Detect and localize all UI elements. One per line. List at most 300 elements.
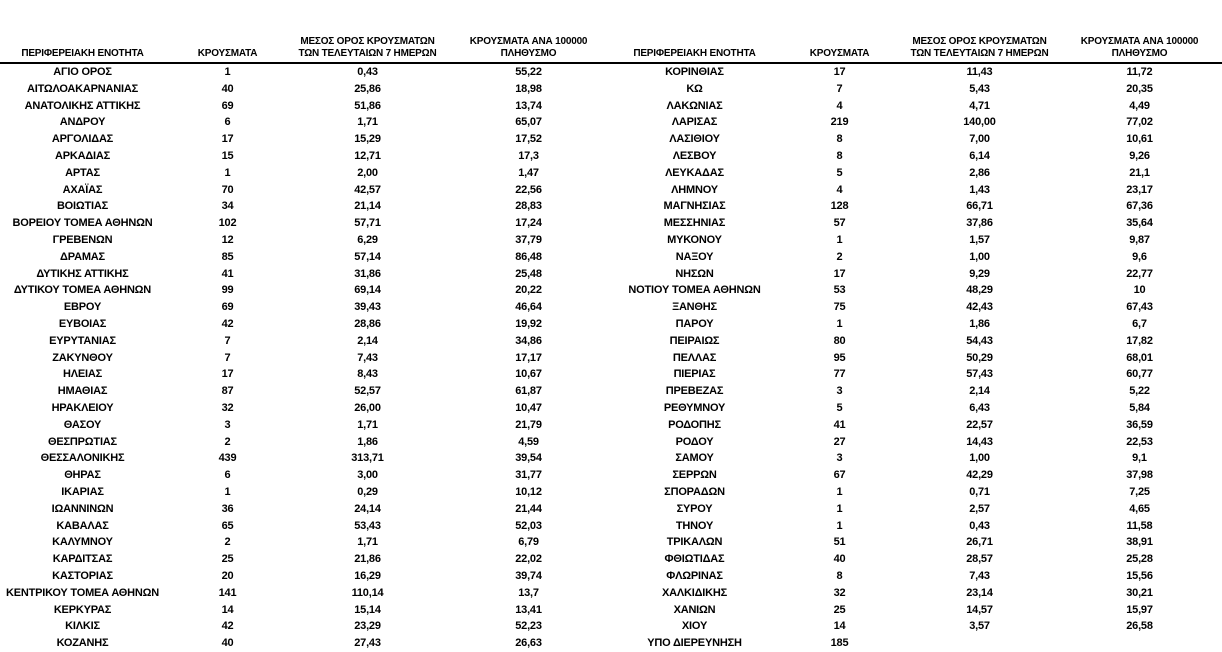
per-100k-cell: 17,17	[515, 351, 542, 364]
region-cell: ΑΧΑΪΑΣ	[62, 183, 103, 196]
region-cell: ΠΑΡΟΥ	[675, 317, 714, 330]
table-row	[612, 165, 1222, 182]
header-region: ΠΕΡΙΦΕΡΕΙΑΚΗ ΕΝΟΤΗΤΑ	[633, 48, 756, 59]
cases-cell: 41	[833, 418, 846, 431]
cases-cell: 27	[833, 435, 846, 448]
region-cell: ΧΑΝΙΩΝ	[673, 603, 716, 616]
per-100k-cell: 61,87	[515, 385, 542, 398]
cases-cell: 80	[833, 334, 846, 347]
region-cell: ΜΕΣΣΗΝΙΑΣ	[663, 217, 726, 230]
table-row	[612, 417, 1222, 434]
table-row	[612, 484, 1222, 501]
table-row	[612, 450, 1222, 467]
avg-7-days-cell: 57,14	[354, 250, 381, 263]
avg-7-days-cell: 69,14	[354, 284, 381, 297]
table-row	[612, 232, 1222, 249]
region-cell: ΤΗΝΟΥ	[675, 519, 714, 532]
region-cell: ΔΥΤΙΚΟΥ ΤΟΜΕΑ ΑΘΗΝΩΝ	[13, 284, 152, 297]
cases-cell: 1	[836, 233, 843, 246]
region-cell: ΘΑΣΟΥ	[63, 418, 102, 431]
per-100k-cell: 77,02	[1126, 116, 1153, 129]
cases-cell: 5	[836, 166, 843, 179]
per-100k-cell: 28,83	[515, 200, 542, 213]
avg-7-days-cell: 0,71	[969, 485, 990, 498]
per-100k-cell: 86,48	[515, 250, 542, 263]
cases-cell: 1	[224, 166, 231, 179]
region-cell: ΣΥΡΟΥ	[676, 502, 713, 515]
avg-7-days-cell: 6,14	[969, 149, 990, 162]
cases-cell: 1	[224, 66, 231, 78]
avg-7-days-cell: 1,00	[969, 452, 990, 465]
avg-7-days-cell: 57,71	[354, 217, 381, 230]
avg-7-days-cell: 21,14	[354, 200, 381, 213]
table-row	[0, 551, 612, 568]
region-cell: ΦΘΙΩΤΙΔΑΣ	[664, 553, 725, 566]
table-row	[612, 114, 1222, 131]
per-100k-cell	[1057, 635, 1222, 652]
cases-cell: 439	[218, 452, 237, 465]
per-100k-cell: 4,65	[1129, 502, 1150, 515]
avg-7-days-cell: 9,29	[969, 267, 990, 280]
region-cell: ΛΑΣΙΘΙΟΥ	[669, 133, 720, 146]
per-100k-cell: 39,74	[515, 569, 542, 582]
avg-7-days-cell: 6,43	[969, 401, 990, 414]
table-row	[612, 98, 1222, 115]
table-row	[0, 148, 612, 165]
table-row	[0, 585, 612, 602]
cases-table-right	[612, 0, 1222, 652]
per-100k-cell: 17,24	[515, 217, 542, 230]
cases-cell: 102	[218, 217, 237, 230]
region-cell: ΕΥΡΥΤΑΝΙΑΣ	[49, 334, 116, 347]
per-100k-cell: 6,79	[518, 536, 539, 549]
region-cell: ΚΑΒΑΛΑΣ	[56, 519, 109, 532]
avg-7-days-cell: 4,71	[969, 99, 990, 112]
per-100k-cell: 46,64	[515, 301, 542, 314]
header-cases: ΚΡΟΥΣΜΑΤΑ	[197, 48, 258, 59]
avg-7-days-cell: 21,86	[354, 553, 381, 566]
table-row	[0, 450, 612, 467]
avg-7-days-cell: 14,57	[966, 603, 993, 616]
avg-7-days-cell: 31,86	[354, 267, 381, 280]
table-row	[612, 434, 1222, 451]
per-100k-cell: 37,79	[515, 233, 542, 246]
avg-7-days-cell: 50,29	[966, 351, 993, 364]
region-cell: ΡΕΘΥΜΝΟΥ	[663, 401, 726, 414]
per-100k-cell: 67,36	[1126, 200, 1153, 213]
table-row	[612, 585, 1222, 602]
region-cell: ΖΑΚΥΝΘΟΥ	[52, 351, 113, 364]
table-row	[0, 249, 612, 266]
region-cell: ΠΕΙΡΑΙΩΣ	[669, 334, 720, 347]
table-row	[612, 534, 1222, 551]
avg-7-days-cell: 26,00	[354, 401, 381, 414]
table-row	[0, 266, 612, 283]
region-cell: ΡΟΔΟΥ	[675, 435, 714, 448]
region-cell: ΓΡΕΒΕΝΩΝ	[52, 233, 113, 246]
region-cell: ΒΟΡΕΙΟΥ ΤΟΜΕΑ ΑΘΗΝΩΝ	[12, 217, 153, 230]
region-cell: ΛΗΜΝΟΥ	[671, 183, 718, 196]
avg-7-days-cell: 2,57	[969, 502, 990, 515]
header-row	[612, 0, 1222, 63]
region-cell: ΠΕΛΛΑΣ	[672, 351, 717, 364]
cases-cell: 6	[224, 116, 231, 129]
table-row	[0, 417, 612, 434]
region-cell: ΚΑΛΥΜΝΟΥ	[52, 536, 113, 549]
per-100k-cell: 22,02	[515, 553, 542, 566]
cases-cell: 42	[221, 620, 234, 633]
region-cell: ΚΑΣΤΟΡΙΑΣ	[52, 569, 113, 582]
region-cell: ΜΥΚΟΝΟΥ	[667, 233, 722, 246]
cases-cell: 17	[833, 66, 846, 78]
table-row	[612, 148, 1222, 165]
table-row	[612, 602, 1222, 619]
per-100k-cell: 13,7	[518, 586, 539, 599]
region-cell: ΥΠΟ ΔΙΕΡΕΥΝΗΣΗ	[647, 637, 742, 650]
table-row	[0, 484, 612, 501]
avg-7-days-cell: 42,57	[354, 183, 381, 196]
region-cell: ΚΕΝΤΡΙΚΟΥ ΤΟΜΕΑ ΑΘΗΝΩΝ	[5, 586, 160, 599]
per-100k-cell: 21,44	[515, 502, 542, 515]
cases-cell: 12	[221, 233, 234, 246]
avg-7-days-cell: 313,71	[351, 452, 384, 465]
region-cell: ΚΙΛΚΙΣ	[65, 620, 100, 633]
per-100k-cell: 22,53	[1126, 435, 1153, 448]
region-cell: ΞΑΝΘΗΣ	[672, 301, 717, 314]
per-100k-cell: 26,58	[1126, 620, 1153, 633]
table-row	[612, 266, 1222, 283]
region-cell: ΗΡΑΚΛΕΙΟΥ	[51, 401, 114, 414]
per-100k-cell: 38,91	[1126, 536, 1153, 549]
avg-7-days-cell: 6,29	[357, 233, 378, 246]
per-100k-cell: 4,49	[1129, 99, 1150, 112]
avg-7-days-cell: 0,43	[969, 519, 990, 532]
region-cell: ΑΝΑΤΟΛΙΚΗΣ ΑΤΤΙΚΗΣ	[24, 99, 141, 112]
cases-cell: 40	[221, 637, 234, 650]
cases-cell: 17	[833, 267, 846, 280]
per-100k-cell: 10,67	[515, 368, 542, 381]
per-100k-cell: 36,59	[1126, 418, 1153, 431]
header-avg-7-days: ΜΕΣΟΣ ΟΡΟΣ ΚΡΟΥΣΜΑΤΩΝ ΤΩΝ ΤΕΛΕΥΤΑΙΩΝ 7 ΗΜΕΡΩΝ	[910, 36, 1049, 59]
per-100k-cell: 65,07	[515, 116, 542, 129]
avg-7-days-cell: 48,29	[966, 284, 993, 297]
cases-cell: 17	[221, 368, 234, 381]
per-100k-cell: 7,25	[1129, 485, 1150, 498]
table-row	[612, 249, 1222, 266]
table-row	[0, 366, 612, 383]
region-cell: ΘΕΣΣΑΛΟΝΙΚΗΣ	[40, 452, 125, 465]
avg-7-days-cell: 14,43	[966, 435, 993, 448]
region-cell: ΑΓΙΟ ΟΡΟΣ	[53, 66, 112, 78]
region-cell: ΚΩ	[686, 82, 703, 95]
per-100k-cell: 6,7	[1132, 317, 1147, 330]
per-100k-cell: 10,12	[515, 485, 542, 498]
region-cell: ΑΙΤΩΛΟΑΚΑΡΝΑΝΙΑΣ	[26, 82, 139, 95]
region-cell: ΝΗΣΩΝ	[675, 267, 714, 280]
avg-7-days-cell: 54,43	[966, 334, 993, 347]
per-100k-cell: 11,72	[1126, 66, 1153, 78]
per-100k-cell: 10,47	[515, 401, 542, 414]
avg-7-days-cell: 16,29	[354, 569, 381, 582]
per-100k-cell: 52,23	[515, 620, 542, 633]
cases-cell: 5	[836, 401, 843, 414]
header-per-100k: ΚΡΟΥΣΜΑΤΑ ΑΝΑ 100000 ΠΛΗΘΥΣΜΟ	[1080, 36, 1199, 59]
per-100k-cell: 21,1	[1129, 166, 1150, 179]
table-row	[0, 131, 612, 148]
table-row	[0, 232, 612, 249]
avg-7-days-cell: 1,43	[969, 183, 990, 196]
avg-7-days-cell: 1,71	[357, 536, 378, 549]
region-cell: ΣΠΟΡΑΔΩΝ	[664, 485, 725, 498]
region-cell: ΠΙΕΡΙΑΣ	[673, 368, 716, 381]
cases-cell: 95	[833, 351, 846, 364]
table-row	[612, 63, 1222, 81]
avg-7-days-cell: 12,71	[354, 149, 381, 162]
avg-7-days-cell: 28,57	[966, 553, 993, 566]
cases-cell: 219	[830, 116, 849, 129]
table-row	[612, 467, 1222, 484]
cases-cell: 40	[833, 553, 846, 566]
cases-cell: 67	[833, 469, 846, 482]
cases-cell: 1	[836, 485, 843, 498]
table-row	[0, 383, 612, 400]
per-100k-cell: 17,52	[515, 133, 542, 146]
per-100k-cell: 52,03	[515, 519, 542, 532]
per-100k-cell: 5,84	[1129, 401, 1150, 414]
avg-7-days-cell: 1,86	[969, 317, 990, 330]
cases-cell: 32	[221, 401, 234, 414]
per-100k-cell: 35,64	[1126, 217, 1153, 230]
per-100k-cell: 67,43	[1126, 301, 1153, 314]
per-100k-cell: 18,98	[515, 82, 542, 95]
cases-cell: 99	[221, 284, 234, 297]
table-row	[0, 501, 612, 518]
cases-cell: 1	[224, 485, 231, 498]
per-100k-cell: 25,28	[1126, 553, 1153, 566]
table-row	[0, 534, 612, 551]
per-100k-cell: 15,56	[1126, 569, 1153, 582]
region-cell: ΙΩΑΝΝΙΝΩΝ	[51, 502, 114, 515]
per-100k-cell: 10	[1133, 284, 1146, 297]
table-row	[0, 467, 612, 484]
per-100k-cell: 1,47	[518, 166, 539, 179]
cases-cell: 65	[221, 519, 234, 532]
avg-7-days-cell: 1,57	[969, 233, 990, 246]
avg-7-days-cell: 52,57	[354, 385, 381, 398]
table-row	[612, 400, 1222, 417]
region-cell: ΑΡΚΑΔΙΑΣ	[54, 149, 111, 162]
table-row	[612, 215, 1222, 232]
table-row	[612, 635, 1222, 652]
avg-7-days-cell: 7,43	[357, 351, 378, 364]
per-100k-cell: 60,77	[1126, 368, 1153, 381]
table-row	[0, 215, 612, 232]
cases-cell: 41	[221, 267, 234, 280]
per-100k-cell: 19,92	[515, 317, 542, 330]
table-row	[0, 182, 612, 199]
per-100k-cell: 5,22	[1129, 385, 1150, 398]
cases-cell: 3	[836, 452, 843, 465]
cases-cell: 25	[221, 553, 234, 566]
avg-7-days-cell: 22,57	[966, 418, 993, 431]
cases-cell: 75	[833, 301, 846, 314]
avg-7-days-cell: 2,86	[969, 166, 990, 179]
cases-cell: 3	[836, 385, 843, 398]
region-cell: ΤΡΙΚΑΛΩΝ	[666, 536, 723, 549]
avg-7-days-cell	[902, 635, 1057, 652]
region-cell: ΗΜΑΘΙΑΣ	[57, 385, 108, 398]
cases-cell: 36	[221, 502, 234, 515]
region-cell: ΝΑΞΟΥ	[675, 250, 714, 263]
table-row	[0, 299, 612, 316]
per-100k-cell: 4,59	[518, 435, 539, 448]
region-cell: ΚΟΡΙΝΘΙΑΣ	[665, 66, 724, 78]
table-row	[0, 434, 612, 451]
avg-7-days-cell: 5,43	[969, 82, 990, 95]
per-100k-cell: 9,26	[1129, 149, 1150, 162]
cases-cell: 141	[218, 586, 237, 599]
table-row	[612, 366, 1222, 383]
per-100k-cell: 22,56	[515, 183, 542, 196]
header-region: ΠΕΡΙΦΕΡΕΙΑΚΗ ΕΝΟΤΗΤΑ	[21, 48, 144, 59]
table-row	[612, 618, 1222, 635]
cases-cell: 34	[221, 200, 234, 213]
cases-cell: 17	[221, 133, 234, 146]
avg-7-days-cell: 24,14	[354, 502, 381, 515]
cases-cell: 42	[221, 317, 234, 330]
avg-7-days-cell: 39,43	[354, 301, 381, 314]
per-100k-cell: 13,41	[515, 603, 542, 616]
region-cell: ΚΟΖΑΝΗΣ	[56, 637, 109, 650]
avg-7-days-cell: 8,43	[357, 368, 378, 381]
avg-7-days-cell: 1,71	[357, 418, 378, 431]
cases-cell: 1	[836, 502, 843, 515]
avg-7-days-cell: 53,43	[354, 519, 381, 532]
table-row	[612, 182, 1222, 199]
cases-cell: 7	[224, 351, 231, 364]
per-100k-cell: 25,48	[515, 267, 542, 280]
table-row	[612, 333, 1222, 350]
cases-cell: 70	[221, 183, 234, 196]
cases-cell: 32	[833, 586, 846, 599]
avg-7-days-cell: 2,14	[357, 334, 378, 347]
avg-7-days-cell: 25,86	[354, 82, 381, 95]
table-row	[0, 114, 612, 131]
avg-7-days-cell: 1,00	[969, 250, 990, 263]
region-cell: ΛΕΥΚΑΔΑΣ	[665, 166, 724, 179]
cases-cell: 8	[836, 569, 843, 582]
avg-7-days-cell: 7,00	[969, 133, 990, 146]
per-100k-cell: 20,35	[1126, 82, 1153, 95]
cases-cell: 8	[836, 133, 843, 146]
cases-cell: 1	[836, 317, 843, 330]
per-100k-cell: 20,22	[515, 284, 542, 297]
avg-7-days-cell: 51,86	[354, 99, 381, 112]
cases-cell: 7	[224, 334, 231, 347]
per-100k-cell: 55,22	[515, 66, 542, 78]
per-100k-cell: 11,58	[1126, 519, 1153, 532]
avg-7-days-cell: 0,29	[357, 485, 378, 498]
region-cell: ΠΡΕΒΕΖΑΣ	[665, 385, 724, 398]
header-avg-7-days: ΜΕΣΟΣ ΟΡΟΣ ΚΡΟΥΣΜΑΤΩΝ ΤΩΝ ΤΕΛΕΥΤΑΙΩΝ 7 ΗΜΕΡΩΝ	[298, 36, 437, 59]
per-100k-cell: 37,98	[1126, 469, 1153, 482]
cases-cell: 77	[833, 368, 846, 381]
per-100k-cell: 30,21	[1126, 586, 1153, 599]
per-100k-cell: 68,01	[1126, 351, 1153, 364]
region-cell: ΦΛΩΡΙΝΑΣ	[666, 569, 723, 582]
region-cell: ΙΚΑΡΙΑΣ	[61, 485, 104, 498]
cases-cell: 185	[830, 637, 849, 650]
cases-cell: 25	[833, 603, 846, 616]
per-100k-cell: 23,17	[1126, 183, 1153, 196]
cases-cell: 14	[833, 620, 846, 633]
per-100k-cell: 34,86	[515, 334, 542, 347]
cases-cell: 53	[833, 284, 846, 297]
region-cell: ΛΑΡΙΣΑΣ	[671, 116, 718, 129]
avg-7-days-cell: 3,57	[969, 620, 990, 633]
cases-cell: 57	[833, 217, 846, 230]
table-row	[0, 400, 612, 417]
avg-7-days-cell: 26,71	[966, 536, 993, 549]
avg-7-days-cell: 1,86	[357, 435, 378, 448]
cases-cell: 51	[833, 536, 846, 549]
region-cell: ΜΑΓΝΗΣΙΑΣ	[663, 200, 726, 213]
cases-cell: 87	[221, 385, 234, 398]
region-cell: ΑΡΓΟΛΙΔΑΣ	[51, 133, 114, 146]
table-row	[612, 299, 1222, 316]
table-row	[0, 198, 612, 215]
region-cell: ΑΡΤΑΣ	[65, 166, 100, 179]
cases-cell: 69	[221, 301, 234, 314]
per-100k-cell: 13,74	[515, 99, 542, 112]
region-cell: ΗΛΕΙΑΣ	[62, 368, 103, 381]
cases-cell: 4	[836, 183, 843, 196]
per-100k-cell: 17,3	[518, 149, 539, 162]
avg-7-days-cell: 0,43	[357, 66, 378, 78]
avg-7-days-cell: 7,43	[969, 569, 990, 582]
cases-cell: 40	[221, 82, 234, 95]
region-cell: ΣΕΡΡΩΝ	[672, 469, 717, 482]
avg-7-days-cell: 110,14	[351, 586, 384, 599]
table-row	[612, 81, 1222, 98]
table-row	[0, 602, 612, 619]
cases-cell: 7	[836, 82, 843, 95]
table-row	[0, 98, 612, 115]
table-row	[612, 131, 1222, 148]
cases-cell: 14	[221, 603, 234, 616]
cases-cell: 2	[224, 435, 231, 448]
region-cell: ΘΗΡΑΣ	[64, 469, 101, 482]
table-row	[612, 568, 1222, 585]
per-100k-cell: 21,79	[515, 418, 542, 431]
avg-7-days-cell: 15,29	[354, 133, 381, 146]
table-row	[0, 81, 612, 98]
table-row	[0, 518, 612, 535]
header-row	[0, 0, 612, 63]
avg-7-days-cell: 2,00	[357, 166, 378, 179]
region-cell: ΛΑΚΩΝΙΑΣ	[666, 99, 723, 112]
table-row	[0, 316, 612, 333]
avg-7-days-cell: 37,86	[966, 217, 993, 230]
region-cell: ΚΕΡΚΥΡΑΣ	[53, 603, 112, 616]
cases-cell: 15	[221, 149, 234, 162]
per-100k-cell: 9,1	[1132, 452, 1147, 465]
table-row	[0, 618, 612, 635]
avg-7-days-cell: 23,14	[966, 586, 993, 599]
avg-7-days-cell: 140,00	[963, 116, 996, 129]
region-cell: ΧΙΟΥ	[681, 620, 708, 633]
cases-cell: 20	[221, 569, 234, 582]
